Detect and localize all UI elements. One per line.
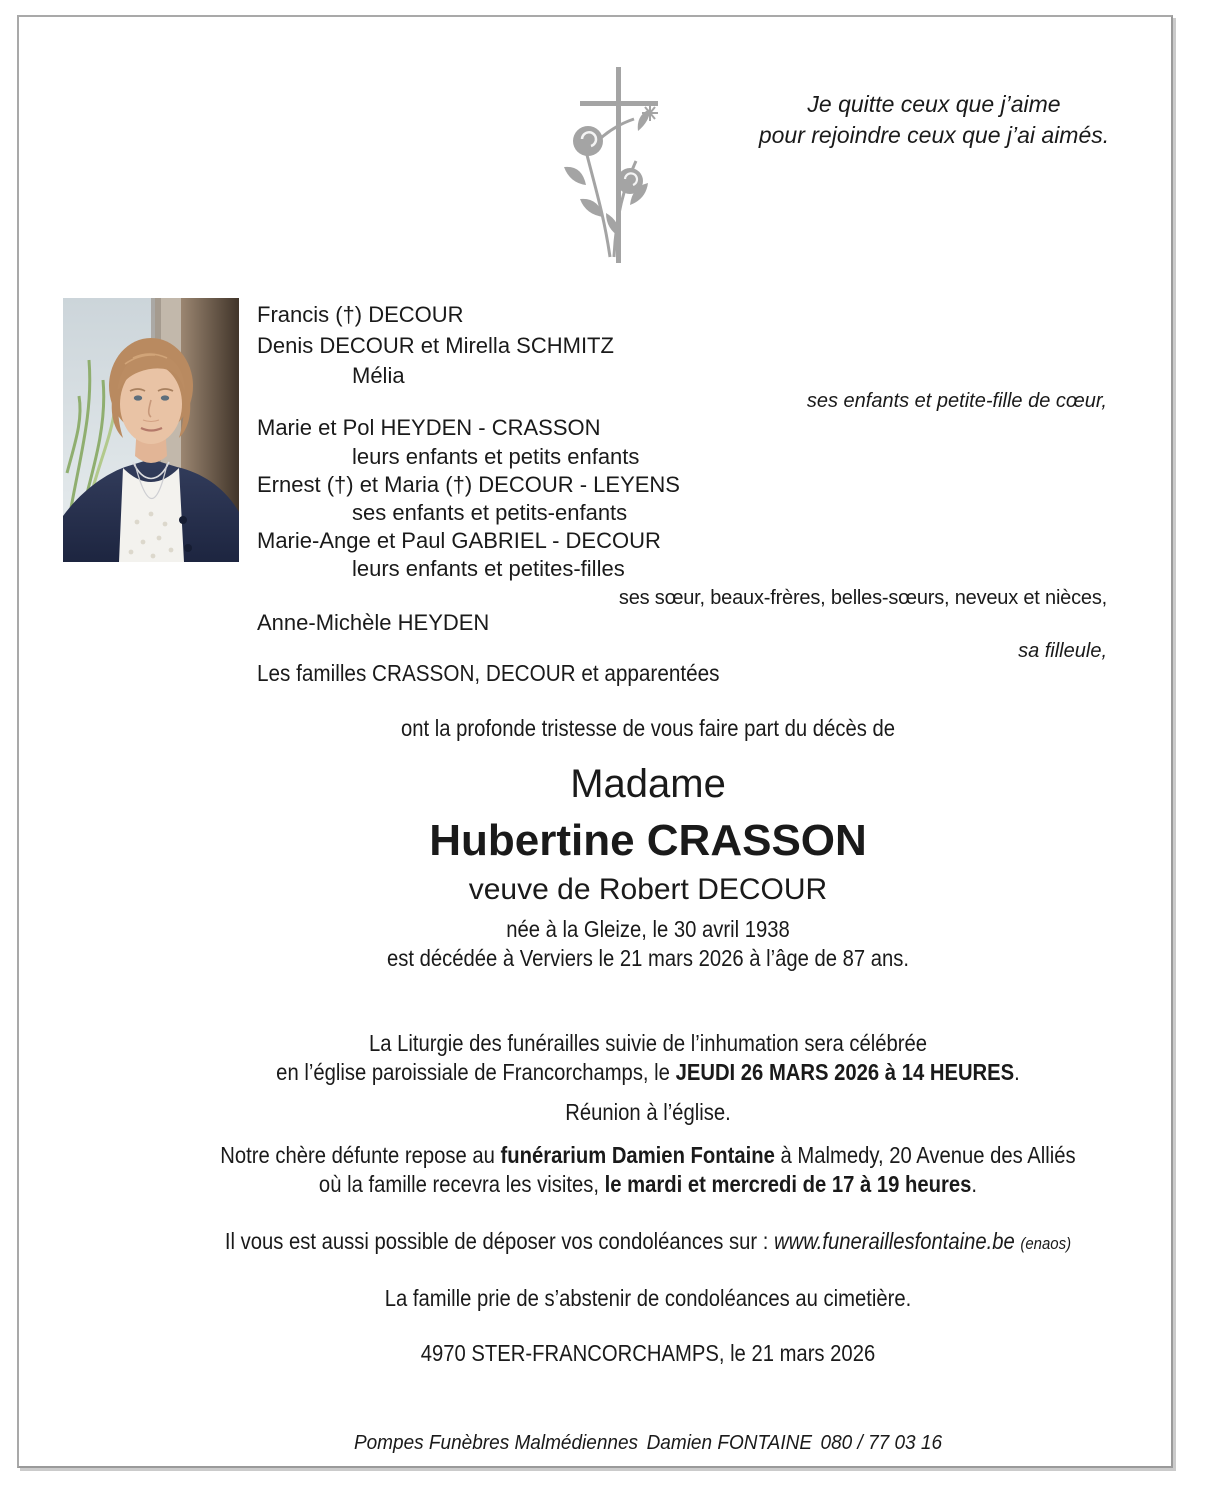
visits-prefix: où la famille recevra les visites, (318, 1171, 605, 1197)
family-line: ses enfants et petits-enfants (352, 500, 628, 525)
family-line: leurs enfants et petits enfants (352, 444, 640, 469)
family-line: leurs enfants et petites-filles (352, 556, 625, 581)
repose-line-1 (188, 1142, 1108, 1170)
closing-line: 4970 STER-FRANCORCHAMPS, le 21 mars 2026 (420, 1340, 876, 1366)
family-line: Anne-Michèle HEYDEN (257, 610, 490, 635)
condolences-line (188, 1228, 1108, 1256)
family-line: Denis DECOUR et Mirella SCHMITZ (257, 333, 614, 358)
deceased-title: Madame (570, 762, 726, 806)
death-line: est décédée à Verviers le 21 mars 2026 à l’âge de 87 ans. (386, 945, 910, 971)
footer-phone: 080 / 77 03 16 (820, 1432, 943, 1454)
repose-address: à Malmedy, 20 Avenue des Alliés (774, 1142, 1076, 1168)
cemetery-note: La famille prie de s’abstenir de condoléances au cimetière. (384, 1285, 912, 1311)
family-line: Les familles CRASSON, DECOUR et apparentées (257, 660, 720, 686)
family-line: Francis (†) DECOUR (257, 302, 464, 327)
ceremony-date: JEUDI 26 MARS 2026 à 14 HEURES (675, 1059, 1015, 1085)
deceased-widow-of: veuve de Robert DECOUR (468, 873, 828, 906)
condolences-note: (enaos) (1020, 1234, 1072, 1253)
announcement-intro: ont la profonde tristesse de vous faire part du décès de (401, 715, 895, 741)
repose-prefix: Notre chère défunte repose au (220, 1142, 501, 1168)
quote-line-1: Je quitte ceux que j’aime (807, 91, 1061, 117)
deceased-name: Hubertine CRASSON (429, 816, 867, 865)
repose-line-2 (188, 1171, 1108, 1199)
announcement-column (125, 17, 1171, 1466)
funeral-home-footer (151, 1431, 1145, 1455)
family-relation-note: sa filleule, (1018, 640, 1107, 662)
ceremony-date-prefix: en l’église paroissiale de Francorchamps, le (276, 1059, 676, 1085)
family-line: Mélia (352, 363, 405, 388)
visits-suffix: . (971, 1171, 978, 1197)
condolences-url: www.funeraillesfontaine.be (773, 1228, 1015, 1254)
birth-line: née à la Gleize, le 30 avril 1938 (506, 916, 790, 942)
ceremony-date-suffix: . (1014, 1059, 1020, 1085)
family-line: Marie-Ange et Paul GABRIEL - DECOUR (257, 528, 661, 553)
quote-line-2: pour rejoindre ceux que j’ai aimés. (758, 122, 1110, 148)
memorial-card (17, 15, 1173, 1468)
visits-hours: le mardi et mercredi de 17 à 19 heures (604, 1171, 972, 1197)
family-line: Marie et Pol HEYDEN - CRASSON (257, 415, 601, 440)
family-line: Ernest (†) et Maria (†) DECOUR - LEYENS (257, 472, 680, 497)
ceremony-reunion: Réunion à l’église. (565, 1099, 731, 1125)
footer-company: Pompes Funèbres Malmédiennes (353, 1432, 639, 1454)
ceremony-line-1: La Liturgie des funérailles suivie de l’inhumation sera célébrée (368, 1030, 928, 1056)
family-relation-note: ses sœur, beaux-frères, belles-sœurs, neveux et nièces, (618, 587, 1107, 609)
footer-director: Damien FONTAINE (646, 1432, 812, 1454)
condolences-prefix: Il vous est aussi possible de déposer vos condoléances sur : (224, 1228, 774, 1254)
funeral-home-name: funérarium Damien Fontaine (500, 1142, 775, 1168)
ceremony-line-2 (188, 1059, 1108, 1087)
family-relation-note: ses enfants et petite-fille de cœur, (806, 390, 1107, 412)
